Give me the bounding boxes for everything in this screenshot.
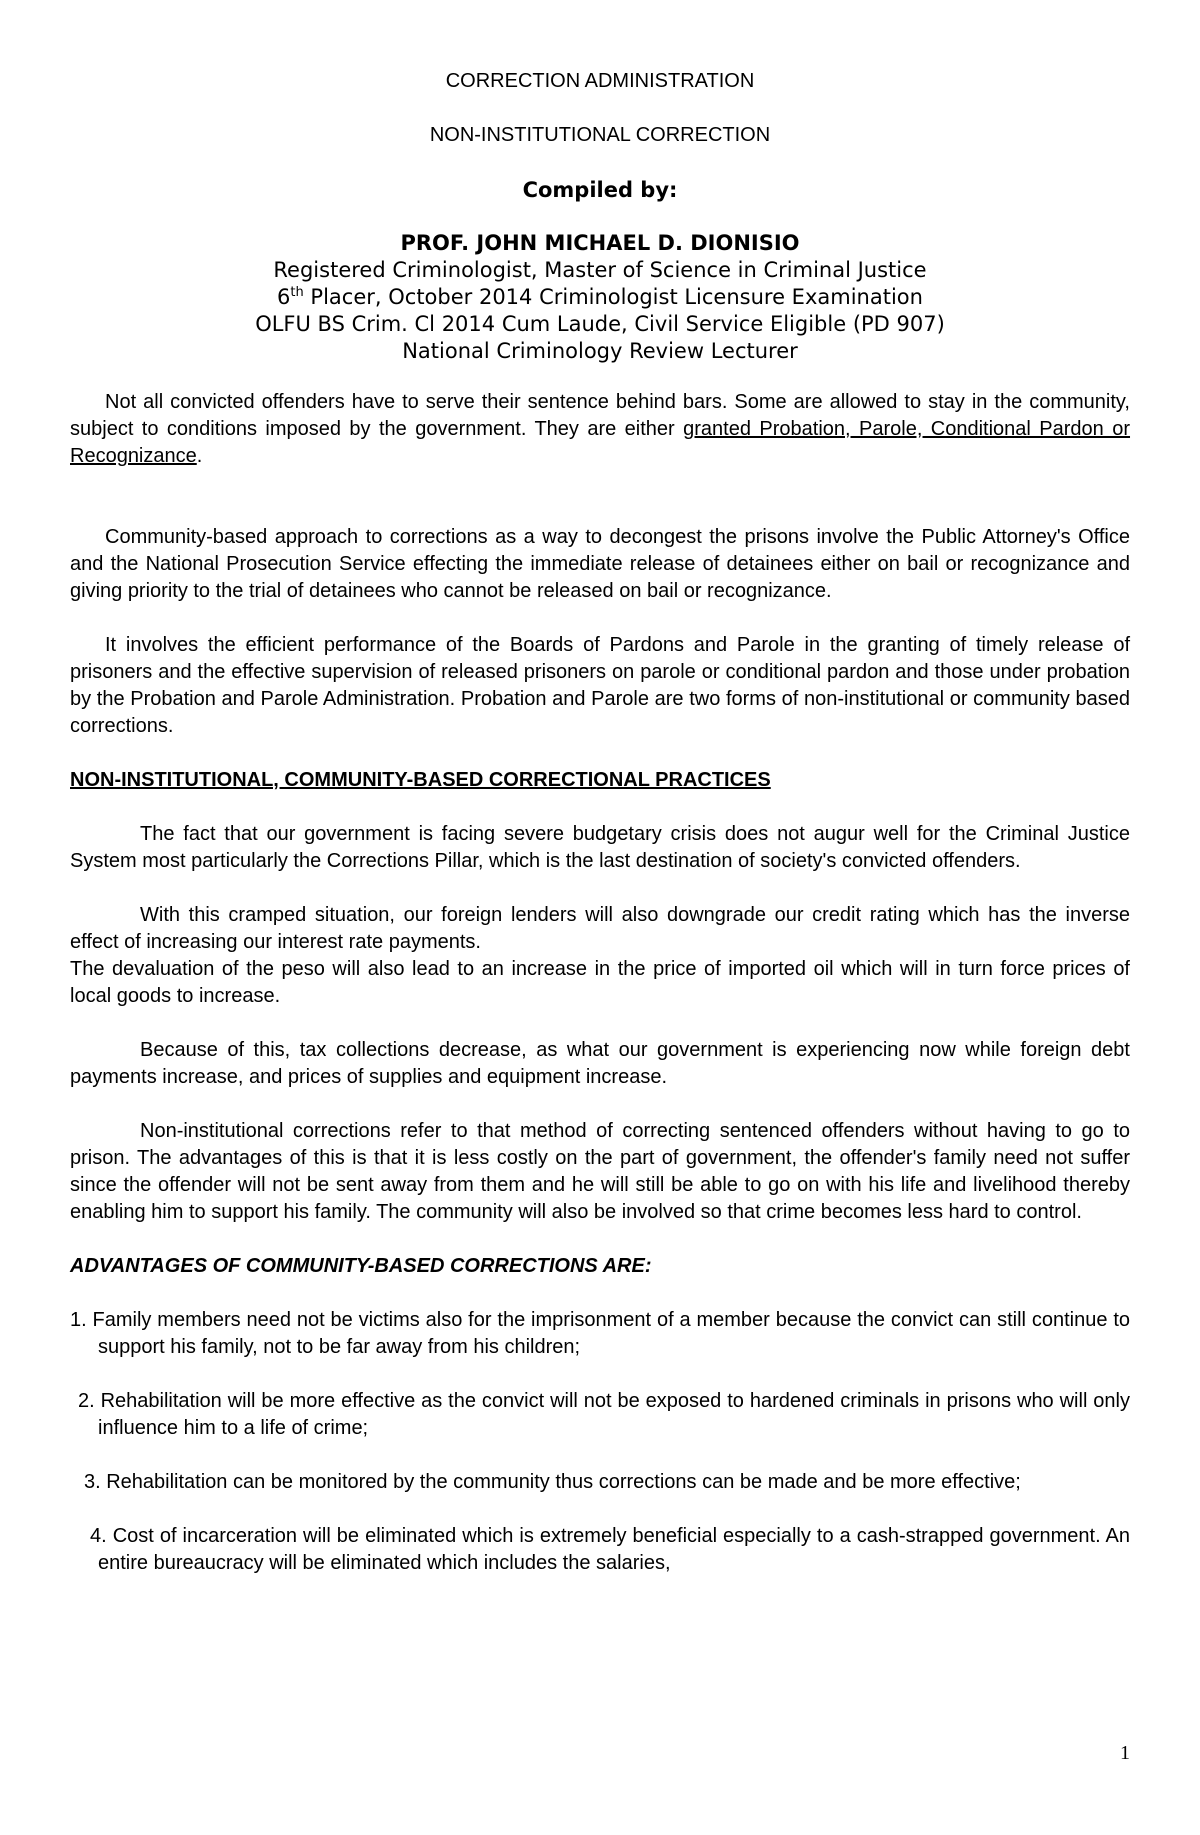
advantage-item-2: 2. Rehabilitation will be more effective as the convict will not be exposed to hardened criminals in prisons who will only influence him to a life of crime;: [78, 1390, 1130, 1439]
paragraph-budget-crisis: The fact that our government is facing severe budgetary crisis does not augur well for the Criminal Justice System most particularly the Corrections Pillar, which is the last destination of society's convicted offenders.: [70, 823, 1130, 872]
document-title: CORRECTION ADMINISTRATION: [445, 70, 755, 92]
paragraph-tax-collections: Because of this, tax collections decrease, as what our government is experiencing now while foreign debt payments increase, and prices of supplies and equipment increase.: [70, 1039, 1130, 1088]
paragraph-peso-devaluation: The devaluation of the peso will also lead to an increase in the price of imported oil which will in turn force prices of local goods to increase.: [70, 958, 1130, 1007]
paragraph-boards-pardons: It involves the efficient performance of the Boards of Pardons and Parole in the granting of timely release of prisoners and the effective supervision of released prisoners on parole or conditional pardon and those under probation by the Probation and Parole Administration. Probation and Parole are two forms of non-institutional or community based corrections.: [70, 634, 1130, 737]
placer-suffix: th: [290, 285, 304, 300]
placer-rest: Placer, October 2014 Criminologist Licensure Examination: [303, 285, 923, 309]
advantage-item-3: 3. Rehabilitation can be monitored by the community thus corrections can be made and be more effective;: [84, 1471, 1021, 1493]
paragraph-non-institutional-definition: Non-institutional corrections refer to that method of correcting sentenced offenders without having to go to prison. The advantages of this is that it is less costly on the part of government, the offender's family need not suffer since the offender will not be sent away from them and he will still be able to go on with his life and livelihood thereby enabling him to support his family. The community will also be involved so that crime becomes less hard to control.: [70, 1120, 1130, 1223]
advantage-item-1: 1. Family members need not be victims also for the imprisonment of a member because the convict can still continue to support his family, not to be far away from his children;: [70, 1309, 1130, 1358]
paragraph-community-approach: Community-based approach to corrections as a way to decongest the prisons involve the Public Attorney's Office and the National Prosecution Service effecting the immediate release of detainees either on bail or recognizance and giving priority to the trial of detainees who cannot be released on bail or recognizance.: [70, 526, 1130, 602]
advantage-item-4: 4. Cost of incarceration will be eliminated which is extremely beneficial especially to a cash-strapped government. An entire bureaucracy will be eliminated which includes the salaries,: [90, 1525, 1130, 1574]
author-credential-3: OLFU BS Crim. Cl 2014 Cum Laude, Civil Service Eligible (PD 907): [255, 312, 945, 336]
author-credential-2: [70, 284, 1130, 311]
document-page: [70, 68, 1130, 1604]
author-credential-4: National Criminology Review Lecturer: [402, 339, 798, 363]
placer-number: 6: [277, 285, 291, 309]
section-heading-practices: NON-INSTITUTIONAL, COMMUNITY-BASED CORRECTIONAL PRACTICES: [70, 769, 771, 791]
author-block: [70, 230, 1130, 365]
author-name: PROF. JOHN MICHAEL D. DIONISIO: [400, 231, 800, 255]
paragraph-intro: [70, 389, 1130, 470]
document-subtitle: NON-INSTITUTIONAL CORRECTION: [429, 124, 771, 146]
page-number: 1: [1120, 1742, 1130, 1764]
section-heading-advantages: ADVANTAGES OF COMMUNITY-BASED CORRECTIONS ARE:: [70, 1255, 652, 1277]
paragraph-intro-text: Not all convicted offenders have to serve their sentence behind bars. Some are allowed to stay in the community, subject to conditions imposed by the government. They are either: [70, 391, 1130, 440]
paragraph-intro-end: .: [196, 445, 203, 467]
author-credential-1: Registered Criminologist, Master of Science in Criminal Justice: [273, 258, 927, 282]
paragraph-credit-rating: With this cramped situation, our foreign lenders will also downgrade our credit rating which has the inverse effect of increasing our interest rate payments.: [70, 904, 1130, 953]
paragraph-intro-underlined: granted Probation, Parole, Conditional Pardon or Recognizance: [70, 418, 1131, 467]
compiled-by-label: Compiled by:: [522, 178, 678, 202]
